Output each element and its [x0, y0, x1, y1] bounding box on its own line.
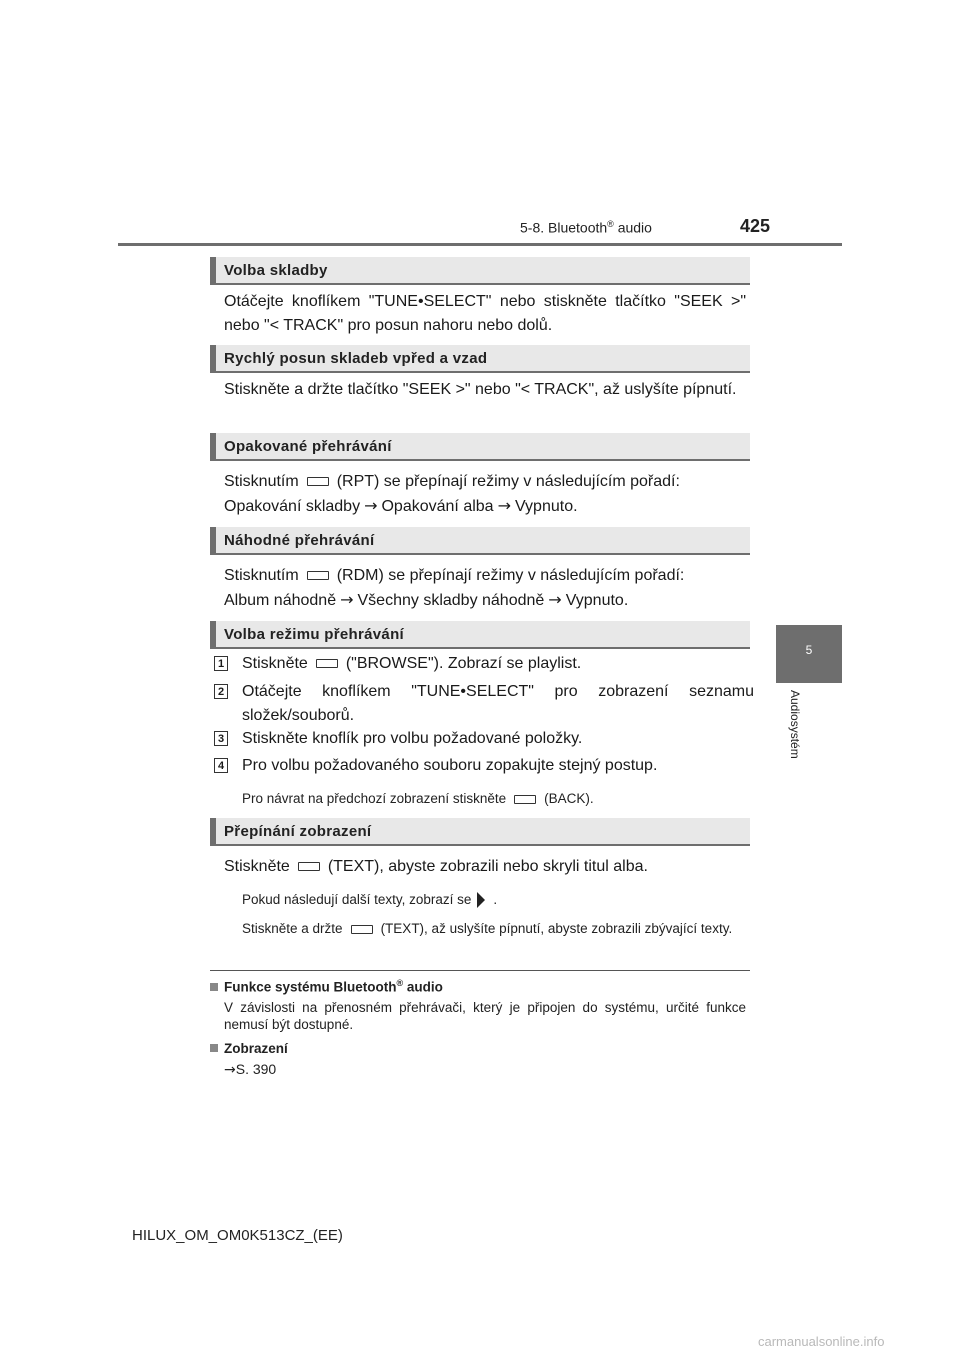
note-hold-text: Stiskněte a držte (TEXT), až uslyšíte pípnutí, abyste zobrazili zbývající texty.: [242, 921, 733, 936]
arrow-icon: →: [497, 496, 511, 515]
rdm-button-icon: [307, 571, 329, 580]
step-text: Pro volbu požadovaného souboru zopakujte stejný postup.: [242, 757, 658, 774]
text-random: Stisknutím (RDM) se přepínají režimy v následujícím pořadí: Album náhodně → Všechny skladby náhodně → Vypnuto.: [224, 567, 685, 609]
heading-play-mode: Volba režimu přehrávání: [210, 621, 750, 649]
arrow-icon: →: [364, 496, 378, 515]
heading-display-switch: Přepínání zobrazení: [210, 818, 750, 846]
arrow-icon: →: [548, 590, 562, 609]
rpt-button-icon: [307, 477, 329, 486]
watermark: carmanualsonline.info: [758, 1334, 885, 1349]
note-display-ref[interactable]: →S. 390: [224, 1061, 277, 1078]
step-text: Stiskněte ("BROWSE"). Zobrazí se playlist.: [242, 655, 582, 672]
text-button-icon: [298, 862, 320, 871]
section-title: 5-8. Bluetooth® audio: [520, 219, 652, 236]
step-text: Stiskněte knoflík pro volbu požadované položky.: [242, 730, 583, 747]
note-back: Pro návrat na předchozí zobrazení stiskněte (BACK).: [242, 791, 594, 806]
note-more-text: Pokud následují další texty, zobrazí se .: [242, 892, 498, 907]
chapter-label: Audiosystém: [788, 690, 802, 759]
square-bullet-icon: [210, 983, 218, 991]
browse-button-icon: [316, 659, 338, 668]
text-repeat: Stisknutím (RPT) se přepínají režimy v následujícím pořadí: Opakování skladby → Opakování alba → Vypnuto.: [224, 473, 680, 515]
step-number: 4: [214, 758, 228, 773]
heading-random: Náhodné přehrávání: [210, 527, 750, 555]
heading-track-selection: Volba skladby: [210, 257, 750, 285]
arrow-icon: →: [340, 590, 354, 609]
header-rule: [118, 243, 842, 246]
heading-fast-forward: Rychlý posun skladeb vpřed a vzad: [210, 345, 750, 373]
arrow-icon: →: [224, 1062, 236, 1078]
note-display-title: Zobrazení: [210, 1041, 288, 1056]
text-fast-forward: Stiskněte a držte tlačítko "SEEK >" nebo "< TRACK", až uslyšíte pípnutí.: [224, 381, 737, 398]
note-bluetooth-text: V závislosti na přenosném přehrávači, který je připojen do systému, určité funkce nemusí být dostupné.: [224, 1000, 746, 1032]
step-text: Otáčejte knoflíkem "TUNE•SELECT" pro zobrazení seznamu složek/souborů.: [242, 683, 754, 724]
document-code: HILUX_OM_OM0K513CZ_(EE): [132, 1227, 343, 1244]
notes-rule: [210, 970, 750, 971]
step-number: 3: [214, 731, 228, 746]
step-number: 1: [214, 656, 228, 671]
play-arrow-icon: [477, 892, 485, 908]
text-track-selection: Otáčejte knoflíkem "TUNE•SELECT" nebo stiskněte tlačítko "SEEK >" nebo "< TRACK" pro posun nahoru nebo dolů.: [224, 293, 746, 334]
text-display-switch: Stiskněte (TEXT), abyste zobrazili nebo skryli titul alba.: [224, 858, 648, 875]
heading-repeat: Opakované přehrávání: [210, 433, 750, 461]
text-button-icon: [351, 925, 373, 934]
step-number: 2: [214, 684, 228, 699]
note-bluetooth-title: Funkce systému Bluetooth® audio: [210, 978, 443, 995]
chapter-tab: 5: [776, 625, 842, 683]
back-button-icon: [514, 795, 536, 804]
square-bullet-icon: [210, 1044, 218, 1052]
page-number: 425: [740, 216, 771, 236]
